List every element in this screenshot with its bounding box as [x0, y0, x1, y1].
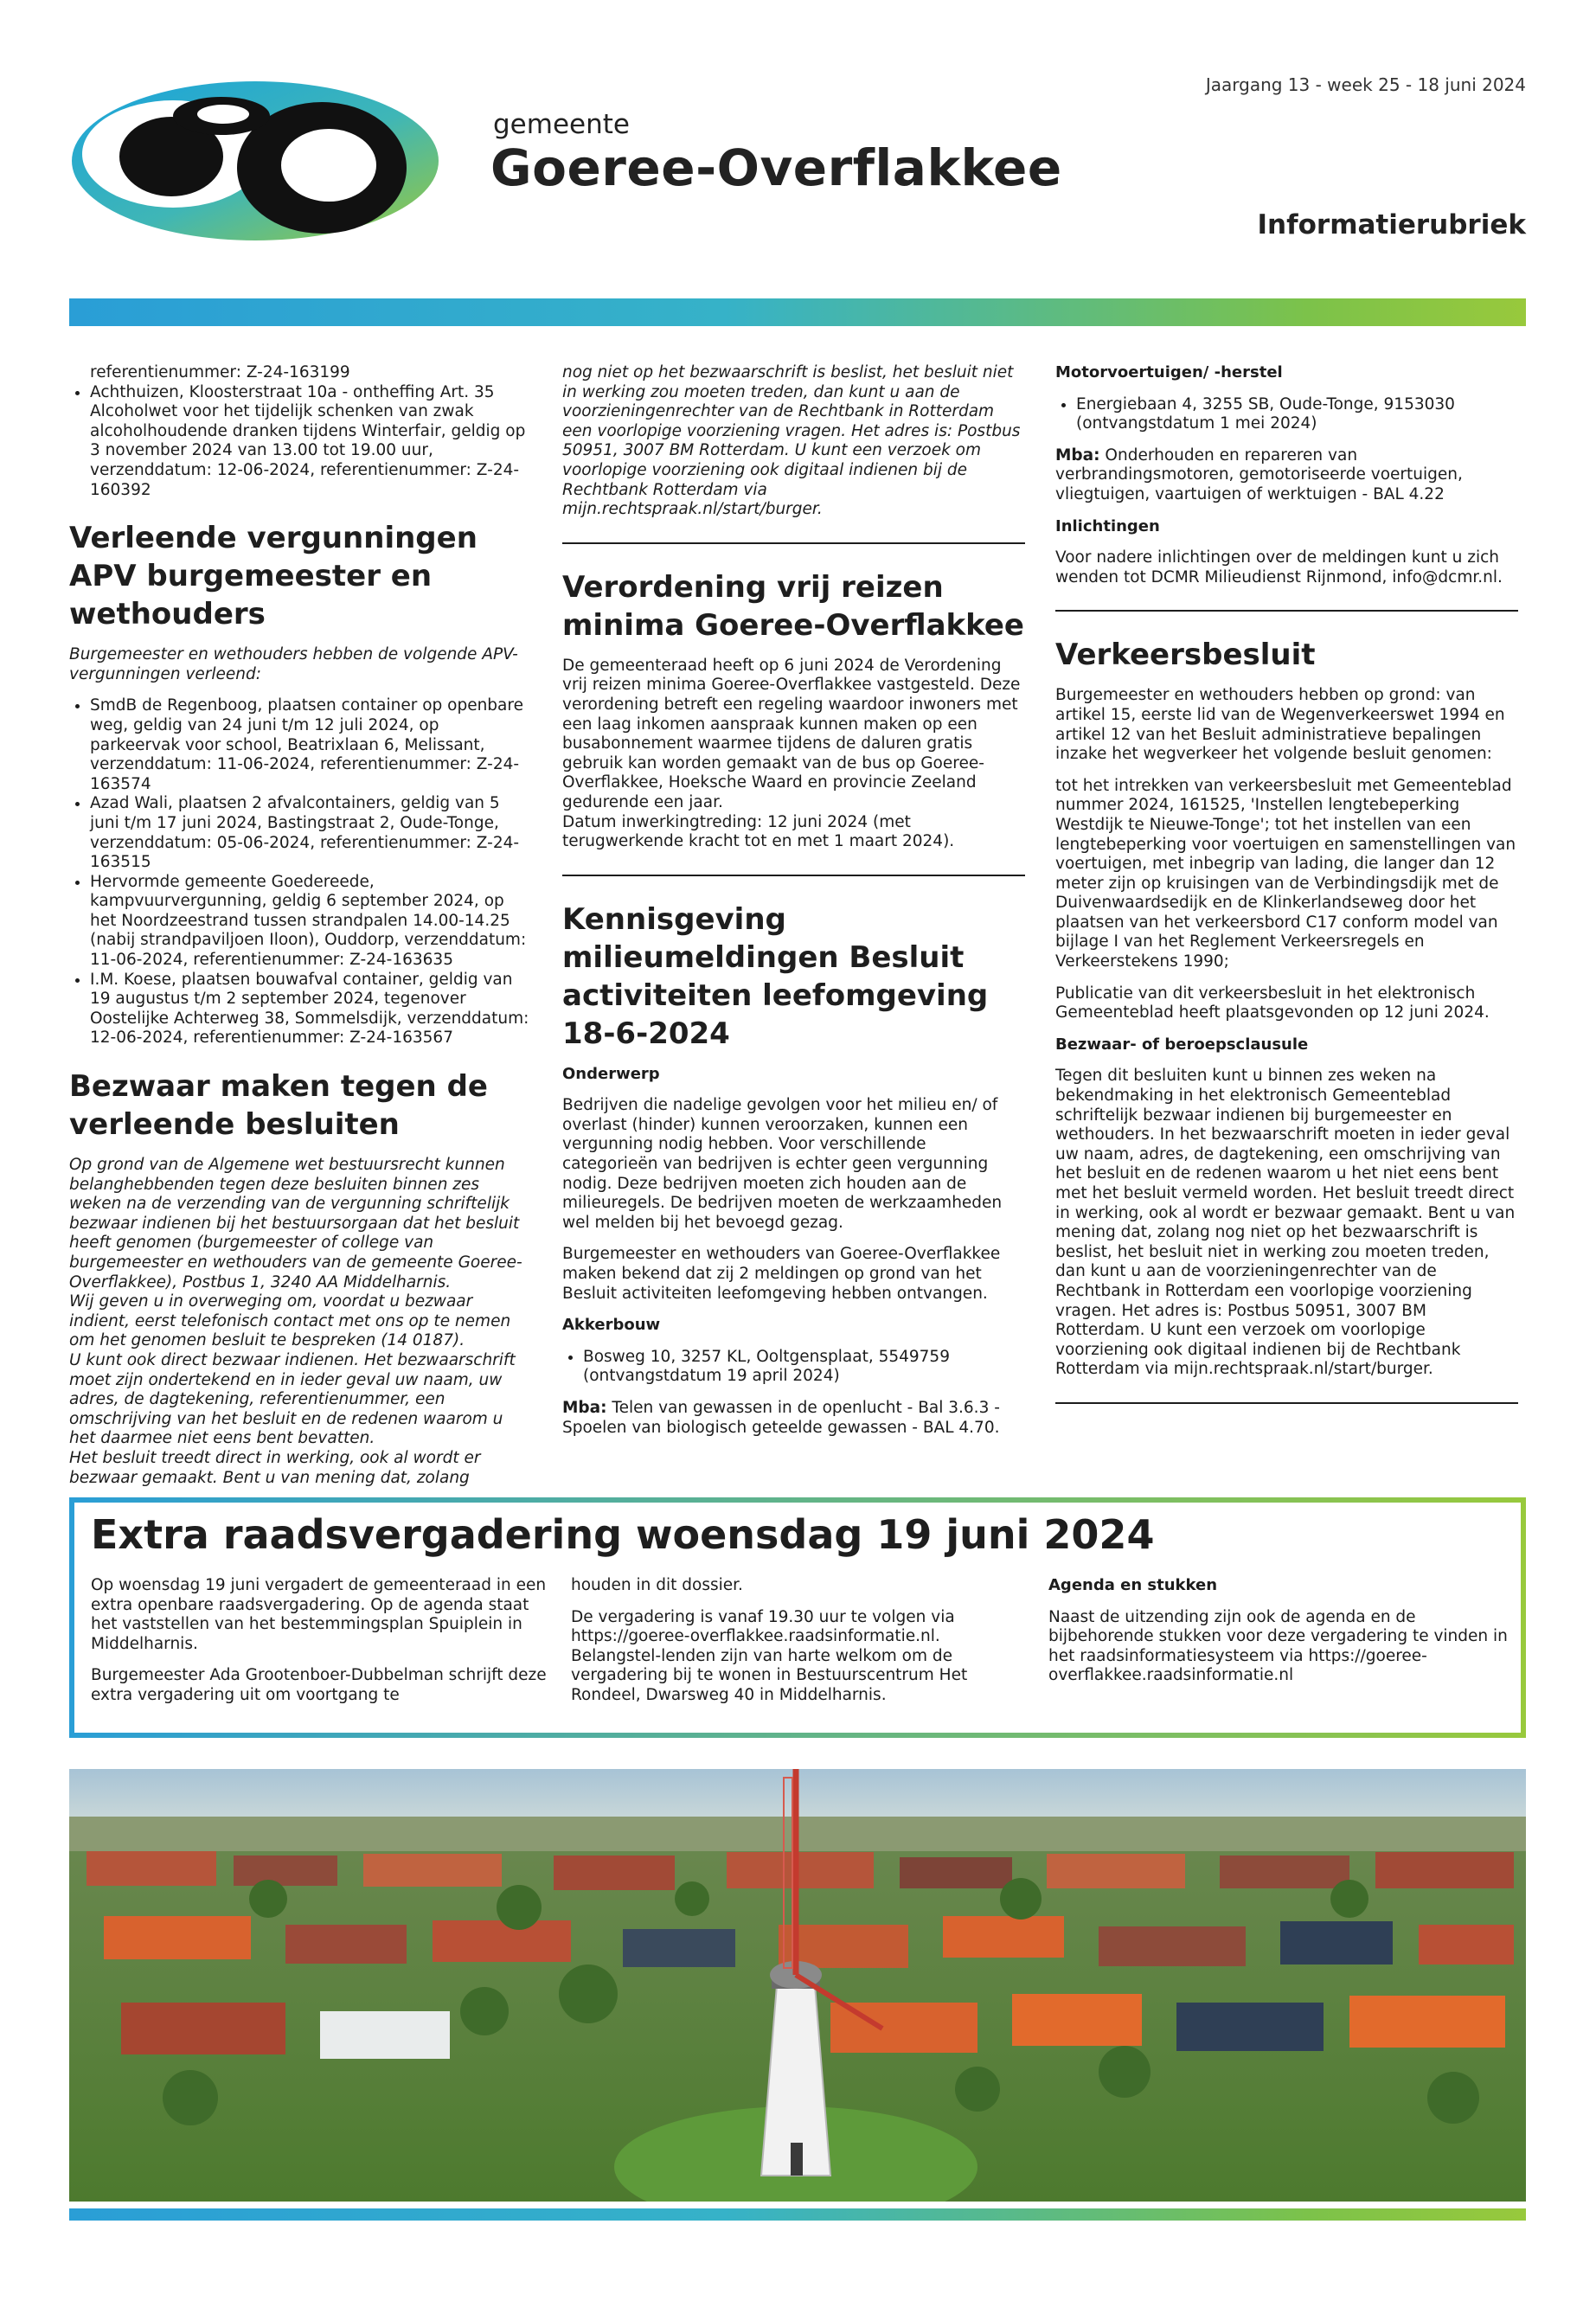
divider: [1055, 1402, 1518, 1404]
gemeente-label: gemeente: [493, 109, 630, 140]
announcement-title: Extra raadsvergadering woensdag 19 juni 2024: [91, 1511, 1155, 1558]
paragraph: Wij geven u in overweging om, voordat u bezwaar indient, eerst telefonisch contact met ons op te nemen om het genomen besluit te bespreken (14 0187).: [69, 1292, 511, 1350]
motor-list: [1055, 395, 1518, 434]
permit-list-top: [69, 383, 532, 501]
label-motorvoertuigen: Motorvoertuigen/ -herstel: [1055, 363, 1283, 381]
bezwaar-continued: nog niet op het bezwaarschrift is beslist, het besluit niet in werking zou moeten treden, dan kunt u aan de voorzieningenrechter van de Rechtbank in Rotterdam een voorlopige voorziening vragen. Het adres is: Postbus 50951, 3007 BM Rotterdam. U kunt een verzoek om voorlopige voorziening ook digitaal indienen bij de Rechtbank Rotterdam via mijn.rechtspraak.nl/start/burger.: [562, 363, 1021, 519]
list-item: • Achthuizen, Kloosterstraat 10a - ontheffing Art. 35 Alcoholwet voor het tijdelijk schenken van zwak alcoholhoudende dranken tijdens Winterfair, geldig op 3 november 2024 van 13.00 tot 19.00 uur, verzenddatum: 12-06-2024, referentienummer: Z-24-160392: [90, 383, 532, 501]
paragraph: Tegen dit besluiten kunt u binnen zes weken na bekendmaking in het elektronisch Gemeenteblad schriftelijk bezwaar indienen bij burgemeester en wethouders. In het bezwaarschrift moeten in ieder geval uw naam, adres, de dagtekening, een omschrijving van het besluit en de redenen waarom u het niet eens bent met het besluit vermeld worden. Het besluit treedt direct in werking, ook al wordt er bezwaar gemaakt. Bent u van mening dat, zolang nog niet op het bezwaarschrift is beslist, het besluit niet in werking zou moeten treden, dan kunt u aan de voorzieningenrechter van de Rechtbank in Rotterdam een voorlopige voorziening vragen. Het adres is: Postbus 50951, 3007 BM Rotterdam. U kunt een verzoek om voorlopige voorziening ook digitaal indienen bij de Rechtbank Rotterdam via mijn.rechtspraak.nl/start/burger.: [1055, 1067, 1516, 1379]
aerial-photo-windmill: [69, 1769, 1526, 2202]
paragraph: Burgemeester en wethouders van Goeree-Overflakkee maken bekend dat zij 2 meldingen op grond van het Besluit activiteiten leefomgeving hebben ontvangen.: [562, 1245, 1001, 1303]
heading-milieumeldingen: Kennisgeving milieumeldingen Besluit activiteiten leefomgeving 18-6-2024: [562, 901, 989, 1051]
announcement-column-1: [91, 1576, 554, 1718]
mba-text: Onderhouden en repareren van verbrandingsmotoren, gemotoriseerde voertuigen, vliegtuigen, vaartuigen of werktuigen - BAL 4.22: [1055, 445, 1463, 503]
paragraph: De vergadering is vanaf 19.30 uur te volgen via https://goeree-overflakkee.raadsinformatie.nl. Belangstel-lenden zijn van harte welkom om de vergadering bij te wonen in Bestuurscentrum Het Rondeel, Dwarsweg 40 in Middelharnis.: [571, 1607, 968, 1704]
list-item: • Hervormde gemeente Goedereede, kampvuurvergunning, geldig 6 september 2024, op het Noordzeestrand tussen strandpalen 14.00-14.25 (nabij strandpaviljoen Iloon), Ouddorp, verzenddatum: 11-06-2024, referentienummer: Z-24-163635: [90, 873, 532, 971]
column-3: [1055, 363, 1518, 1428]
paragraph: Datum inwerkingtreding: 12 juni 2024 (met terugwerkende kracht tot en met 1 maart 2024).: [562, 812, 955, 851]
paragraph: Burgemeester en wethouders hebben op grond: van artikel 15, eerste lid van de Wegenverkeerswet 1994 en artikel 12 van het Besluit administratieve bepalingen inzake het wegverkeer het volgende besluit genomen:: [1055, 686, 1505, 764]
paragraph: Op grond van de Algemene wet bestuursrecht kunnen belanghebbenden tegen deze besluiten binnen zes weken na de verzending van de vergunning schriftelijk bezwaar indienen bij het bestuursorgaan dat het besluit heeft genomen (burgemeester of college van burgemeester en wethouders van de gemeente Goeree-Overflakkee), Postbus 1, 3240 AA Middelharnis.: [69, 1156, 522, 1292]
heading-bezwaar: Bezwaar maken tegen de verleende besluiten: [69, 1069, 488, 1143]
heading-vrij-reizen: Verordening vrij reizen minima Goeree-Overflakkee: [562, 569, 1024, 643]
paragraph: Publicatie van dit verkeersbesluit in het elektronisch Gemeenteblad heeft plaatsgevonden op 12 juni 2024.: [1055, 984, 1490, 1022]
section-title: Informatierubriek: [1257, 209, 1526, 240]
apv-intro: Burgemeester en wethouders hebben de volgende APV-vergunningen verleend:: [69, 645, 518, 683]
mba-line: [1055, 446, 1518, 505]
issue-info: Jaargang 13 - week 25 - 18 juni 2024: [1205, 74, 1526, 95]
municipality-name: Goeree-Overflakkee: [490, 138, 1062, 197]
paragraph: De gemeenteraad heeft op 6 juni 2024 de Verordening vrij reizen minima Goeree-Overflakkee vastgesteld. Deze verordening betreft een regeling waardoor inwoners met een laag inkomen aanspraak kunnen maken op een busabonnement waarmee tijdens de daluren gratis gebruik kan worden gemaakt van de bus op Goeree-Overflakkee, Hoeksche Waard en provincie Zeeland gedurende een jaar.: [562, 656, 1021, 811]
list-item: • I.M. Koese, plaatsen bouwafval container, geldig van 19 augustus t/m 2 september 2024, tegenover Oostelijke Achterweg 38, Sommelsdijk, verzenddatum: 12-06-2024, referentienummer: Z-24-163567: [90, 971, 532, 1048]
paragraph: tot het intrekken van verkeersbesluit met Gemeenteblad nummer 2024, 161525, 'Instellen lengtebeperking Westdijk te Nieuwe-Tonge'; tot het instellen van een lengtebeperking voor voertuigen en samenstellingen van voertuigen, met inbegrip van lading, die langer dan 12 meter zijn op kruisingen van de Verbindingsdijk met de Duivenwaardsedijk en de Klinkerlandseweg door het plaatsen van het verkeersbord C17 conform model van bijlage I van het Reglement Verkeersregels en Verkeerstekens 1990;: [1055, 776, 1516, 971]
column-1: [69, 363, 532, 1488]
header-gradient-bar: [69, 298, 1526, 326]
announcement-column-3: [1048, 1576, 1511, 1698]
municipality-logo: [69, 74, 450, 256]
reference-line: referentienummer: Z-24-163199: [90, 363, 350, 381]
bezwaar-text: [69, 1156, 532, 1488]
heading-apv: Verleende vergunningen APV burgemeester en wethouders: [69, 521, 478, 632]
paragraph: Burgemeester Ada Grootenboer-Dubbelman schrijft deze extra vergadering uit om voortgang te: [91, 1666, 547, 1704]
paragraph: Het besluit treedt direct in werking, ook al wordt er bezwaar gemaakt. Bent u van mening dat, zolang: [69, 1448, 481, 1487]
announcement-column-2: [571, 1576, 1034, 1718]
footer-gradient-bar: [69, 2208, 1526, 2221]
mba-label: Mba:: [562, 1399, 607, 1417]
mba-line: [562, 1399, 1025, 1438]
mba-label: Mba:: [1055, 445, 1100, 465]
list-item: • Bosweg 10, 3257 KL, Ooltgensplaat, 5549759 (ontvangstdatum 19 april 2024): [583, 1348, 1025, 1387]
label-agenda: Agenda en stukken: [1048, 1576, 1218, 1594]
paragraph: Naast de uitzending zijn ook de agenda en de bijbehorende stukken voor deze vergadering te vinden in het raadsinformatiesysteem via https://goeree-overflakkee.raadsinformatie.nl: [1048, 1607, 1508, 1685]
paragraph: Bedrijven die nadelige gevolgen voor het milieu en/ of overlast (hinder) kunnen veroorzaken, kunnen een vergunning nodig hebben. Voor verschillende categorieën van bedrijven is echter geen vergunning nodig. Deze bedrijven moeten zich houden aan de milieuregels. De bedrijven moeten de werkzaamheden wel melden bij het bevoegd gezag.: [562, 1096, 1003, 1232]
divider: [562, 542, 1025, 544]
paragraph: Op woensdag 19 juni vergadert de gemeenteraad in een extra openbare raadsvergadering. Op de agenda staat het vaststellen van het bestemmingsplan Spuiplein in Middelharnis.: [91, 1576, 547, 1653]
heading-verkeersbesluit: Verkeersbesluit: [1055, 638, 1316, 673]
list-item: • Azad Wali, plaatsen 2 afvalcontainers, geldig van 5 juni t/m 17 juni 2024, Bastingstraat 2, Oude-Tonge, verzenddatum: 05-06-2024, referentienummer: Z-24-163515: [90, 794, 532, 872]
apv-list: [69, 696, 532, 1048]
divider: [1055, 610, 1518, 612]
paragraph: houden in dit dossier.: [571, 1576, 743, 1594]
label-akkerbouw: Akkerbouw: [562, 1316, 661, 1335]
label-bezwaar-clausule: Bezwaar- of beroepsclausule: [1055, 1035, 1309, 1054]
label-onderwerp: Onderwerp: [562, 1064, 660, 1083]
paragraph: Voor nadere inlichtingen over de meldingen kunt u zich wenden tot DCMR Milieudienst Rijnmond, info@dcmr.nl.: [1055, 548, 1503, 586]
label-inlichtingen: Inlichtingen: [1055, 516, 1160, 535]
mba-text: Telen van gewassen in de openlucht - Bal 3.6.3 - Spoelen van biologisch geteelde gewassen - BAL 4.70.: [562, 1399, 1000, 1437]
paragraph: U kunt ook direct bezwaar indienen. Het bezwaarschrift moet zijn ondertekend en in ieder geval uw naam, uw adres, de dagtekening, referentienummer, een omschrijving van het besluit en de redenen waarom u het daarmee niet eens bent bevatten.: [69, 1350, 516, 1448]
column-2: [562, 363, 1025, 1450]
list-item: • Energiebaan 4, 3255 SB, Oude-Tonge, 9153030 (ontvangstdatum 1 mei 2024): [1076, 395, 1518, 434]
list-item: • SmdB de Regenboog, plaatsen container op openbare weg, geldig van 24 juni t/m 12 juli 2024, op parkeervak voor school, Beatrixlaan 6, Melissant, verzenddatum: 11-06-2024, referentienummer: Z-24-163574: [90, 696, 532, 794]
akkerbouw-list: [562, 1348, 1025, 1387]
divider: [562, 875, 1025, 876]
